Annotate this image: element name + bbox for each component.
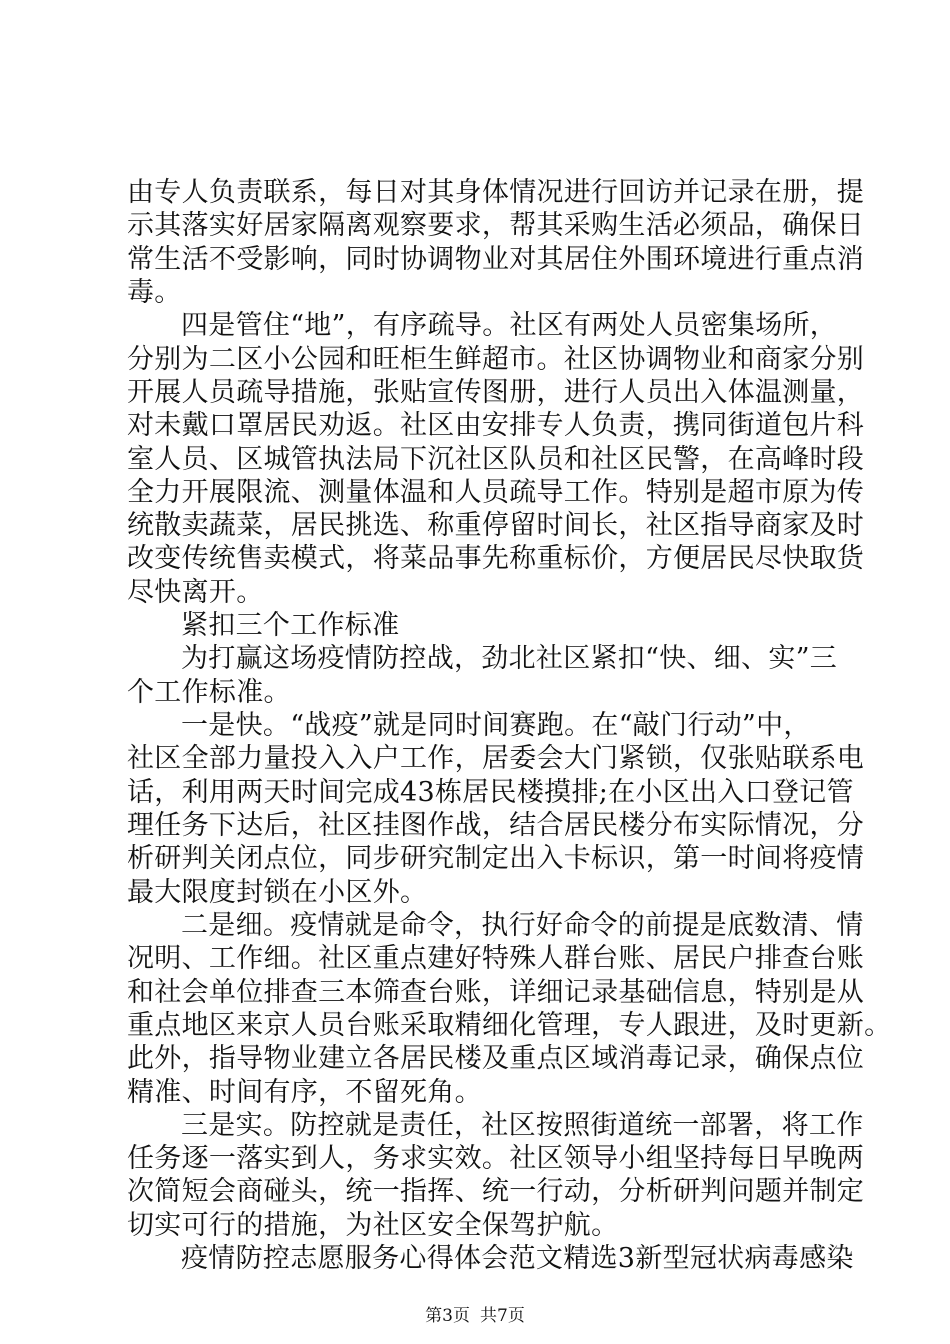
text-line: 析研判关闭点位，同步研究制定出入卡标识，第一时间将疫情	[127, 843, 865, 874]
text-line: 任务逐一落实到人，务求实效。社区领导小组坚持每日早晚两	[127, 1143, 865, 1174]
text-line: 个工作标准。	[127, 677, 291, 708]
text-line: 四是管住“地”，有序疏导。社区有两处人员密集场所，	[181, 310, 838, 341]
text-line: 次简短会商碰头，统一指挥、统一行动，分析研判问题并制定	[127, 1176, 865, 1207]
text-line: 疫情防控志愿服务心得体会范文精选3新型冠状病毒感染	[181, 1243, 854, 1274]
text-line: 话，利用两天时间完成43栋居民楼摸排;在小区出入口登记管	[127, 777, 854, 808]
text-line: 理任务下达后，社区挂图作战，结合居民楼分布实际情况，分	[127, 810, 865, 841]
page-number: 第3页	[425, 1306, 470, 1326]
text-line: 对未戴口罩居民劝返。社区由安排专人负责，携同街道包片科	[127, 410, 865, 441]
text-line: 精准、时间有序，不留死角。	[127, 1077, 482, 1108]
text-line: 由专人负责联系，每日对其身体情况进行回访并记录在册，提	[127, 177, 865, 208]
text-line: 全力开展限流、测量体温和人员疏导工作。特别是超市原为传	[127, 477, 865, 508]
text-line: 一是快。“战疫”就是同时间赛跑。在“敲门行动”中，	[181, 710, 811, 741]
text-line: 常生活不受影响，同时协调物业对其居住外围环境进行重点消	[127, 244, 865, 275]
text-line: 统散卖蔬菜，居民挑选、称重停留时间长，社区指导商家及时	[127, 510, 865, 541]
text-line: 三是实。防控就是责任，社区按照街道统一部署，将工作	[181, 1110, 864, 1141]
text-line: 此外，指导物业建立各居民楼及重点区域消毒记录，确保点位	[127, 1043, 865, 1074]
text-line: 二是细。疫情就是命令，执行好命令的前提是底数清、情	[181, 910, 864, 941]
text-line: 开展人员疏导措施，张贴宣传图册，进行人员出入体温测量，	[127, 377, 865, 408]
page-footer	[0, 1305, 950, 1327]
section-heading: 紧扣三个工作标准	[181, 610, 400, 641]
text-line: 室人员、区城管执法局下沉社区队员和社区民警，在高峰时段	[127, 444, 865, 475]
text-line: 最大限度封锁在小区外。	[127, 877, 428, 908]
text-line: 况明、工作细。社区重点建好特殊人群台账、居民户排查台账	[127, 943, 865, 974]
text-line: 尽快离开。	[127, 577, 264, 608]
text-line: 改变传统售卖模式，将菜品事先称重标价，方便居民尽快取货	[127, 543, 865, 574]
text-line: 重点地区来京人员台账采取精细化管理，专人跟进，及时更新。	[127, 1010, 892, 1041]
text-line: 切实可行的措施，为社区安全保驾护航。	[127, 1210, 619, 1241]
text-line: 社区全部力量投入入户工作，居委会大门紧锁，仅张贴联系电	[127, 743, 865, 774]
page-total: 共7页	[480, 1306, 525, 1326]
text-line: 毒。	[127, 277, 182, 308]
text-line: 分别为二区小公园和旺柜生鲜超市。社区协调物业和商家分别	[127, 344, 865, 375]
text-line: 示其落实好居家隔离观察要求，帮其采购生活必须品，确保日	[127, 210, 865, 241]
text-line: 为打赢这场疫情防控战，劲北社区紧扣“快、细、实”三	[181, 643, 838, 674]
text-line: 和社会单位排查三本筛查台账，详细记录基础信息，特别是从	[127, 977, 865, 1008]
